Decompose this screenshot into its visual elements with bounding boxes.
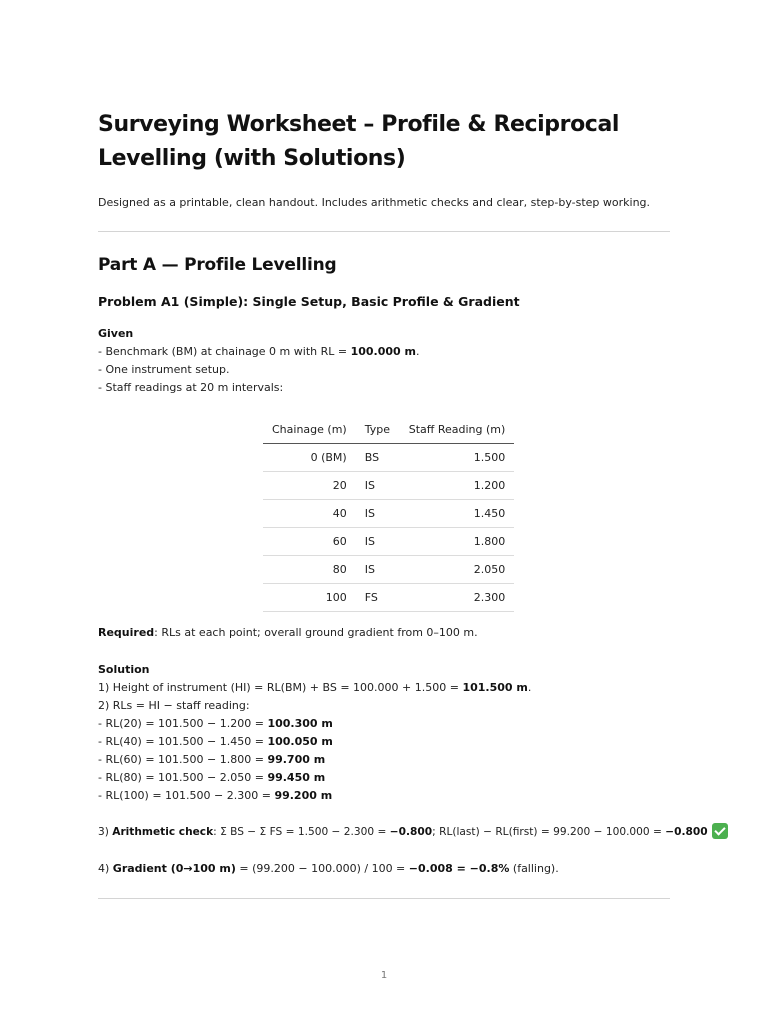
cell-chainage: 0 (BM) <box>263 444 356 472</box>
given-section <box>98 325 670 397</box>
footer-divider <box>98 898 670 899</box>
benchmark-rl: 100.000 m <box>350 345 416 358</box>
rl-line: - RL(80) = 101.500 − 2.050 = 99.450 m <box>98 771 326 784</box>
rl-value: 99.700 m <box>267 753 326 766</box>
page-subtitle: Designed as a printable, clean handout. Includes arithmetic checks and clear, step-by-step working. <box>98 196 651 209</box>
solution-hi-line: 1) Height of instrument (HI) = RL(BM) + BS = 100.000 + 1.500 = 101.500 m. <box>98 681 532 694</box>
hi-value: 101.500 m <box>462 681 528 694</box>
problem-a1-heading: Problem A1 (Simple): Single Setup, Basic Profile & Gradient <box>98 294 520 309</box>
given-label: Given <box>98 327 134 340</box>
rl-line: - RL(40) = 101.500 − 1.450 = 100.050 m <box>98 735 333 748</box>
given-readings: - Staff readings at 20 m intervals: <box>98 381 284 394</box>
cell-reading: 1.800 <box>400 528 515 556</box>
rl-value: 99.450 m <box>267 771 326 784</box>
given-benchmark: - Benchmark (BM) at chainage 0 m with RL = 100.000 m. <box>98 345 420 358</box>
table-row <box>263 584 514 612</box>
cell-reading: 1.450 <box>400 500 515 528</box>
cell-reading: 2.050 <box>400 556 515 584</box>
solution-rl-intro: 2) RLs = HI − staff reading: <box>98 699 250 712</box>
check-value-2: −0.800 <box>665 826 708 838</box>
header-staff-reading: Staff Reading (m) <box>400 416 515 444</box>
rl-value: 100.050 m <box>267 735 333 748</box>
solution-section <box>98 661 670 805</box>
cell-type: IS <box>356 528 400 556</box>
cell-type: BS <box>356 444 400 472</box>
check-value-1: −0.800 <box>389 826 433 838</box>
cell-type: FS <box>356 584 400 612</box>
cell-chainage: 40 <box>263 500 356 528</box>
cell-chainage: 80 <box>263 556 356 584</box>
required-section <box>98 624 670 642</box>
cell-reading: 1.500 <box>400 444 515 472</box>
part-a-heading: Part A — Profile Levelling <box>98 255 337 275</box>
required-label: Required <box>98 626 155 639</box>
section-divider <box>98 231 670 232</box>
cell-reading: 1.200 <box>400 472 515 500</box>
cell-chainage: 60 <box>263 528 356 556</box>
header-chainage: Chainage (m) <box>263 416 356 444</box>
cell-reading: 2.300 <box>400 584 515 612</box>
table-row <box>263 444 514 472</box>
table-row <box>263 556 514 584</box>
gradient-section: 4) Gradient (0→100 m) = (99.200 − 100.000) / 100 = −0.008 = −0.8% (falling). <box>98 862 559 875</box>
required-text: : RLs at each point; overall ground gradient from 0–100 m. <box>154 626 478 639</box>
gradient-label: Gradient (0→100 m) <box>112 862 236 875</box>
cell-type: IS <box>356 472 400 500</box>
rl-line: - RL(20) = 101.500 − 1.200 = 100.300 m <box>98 717 333 730</box>
cell-type: IS <box>356 556 400 584</box>
rl-line: - RL(100) = 101.500 − 2.300 = 99.200 m <box>98 789 333 802</box>
page-number: 1 <box>380 970 388 981</box>
rl-value: 99.200 m <box>274 789 333 802</box>
table-row <box>263 528 514 556</box>
header-type: Type <box>356 416 400 444</box>
arithmetic-check-section: 3) Arithmetic check: Σ BS − Σ FS = 1.500 − 2.300 = −0.800; RL(last) − RL(first) = 99.200 − 100.000 = −0.800 <box>98 823 670 841</box>
cell-type: IS <box>356 500 400 528</box>
arithmetic-check-label: Arithmetic check <box>112 826 214 838</box>
rl-line: - RL(60) = 101.500 − 1.800 = 99.700 m <box>98 753 326 766</box>
solution-label: Solution <box>98 663 150 676</box>
cell-chainage: 100 <box>263 584 356 612</box>
check-mark-icon <box>712 823 728 839</box>
page-title: Surveying Worksheet – Profile & Reciprocal Levelling (with Solutions) <box>98 112 620 171</box>
cell-chainage: 20 <box>263 472 356 500</box>
table-header-row <box>263 416 514 444</box>
table-row <box>263 500 514 528</box>
table-row <box>263 472 514 500</box>
rl-value: 100.300 m <box>267 717 333 730</box>
gradient-value: −0.008 = −0.8% <box>408 862 510 875</box>
given-setup: - One instrument setup. <box>98 363 230 376</box>
staff-readings-table <box>263 416 514 612</box>
